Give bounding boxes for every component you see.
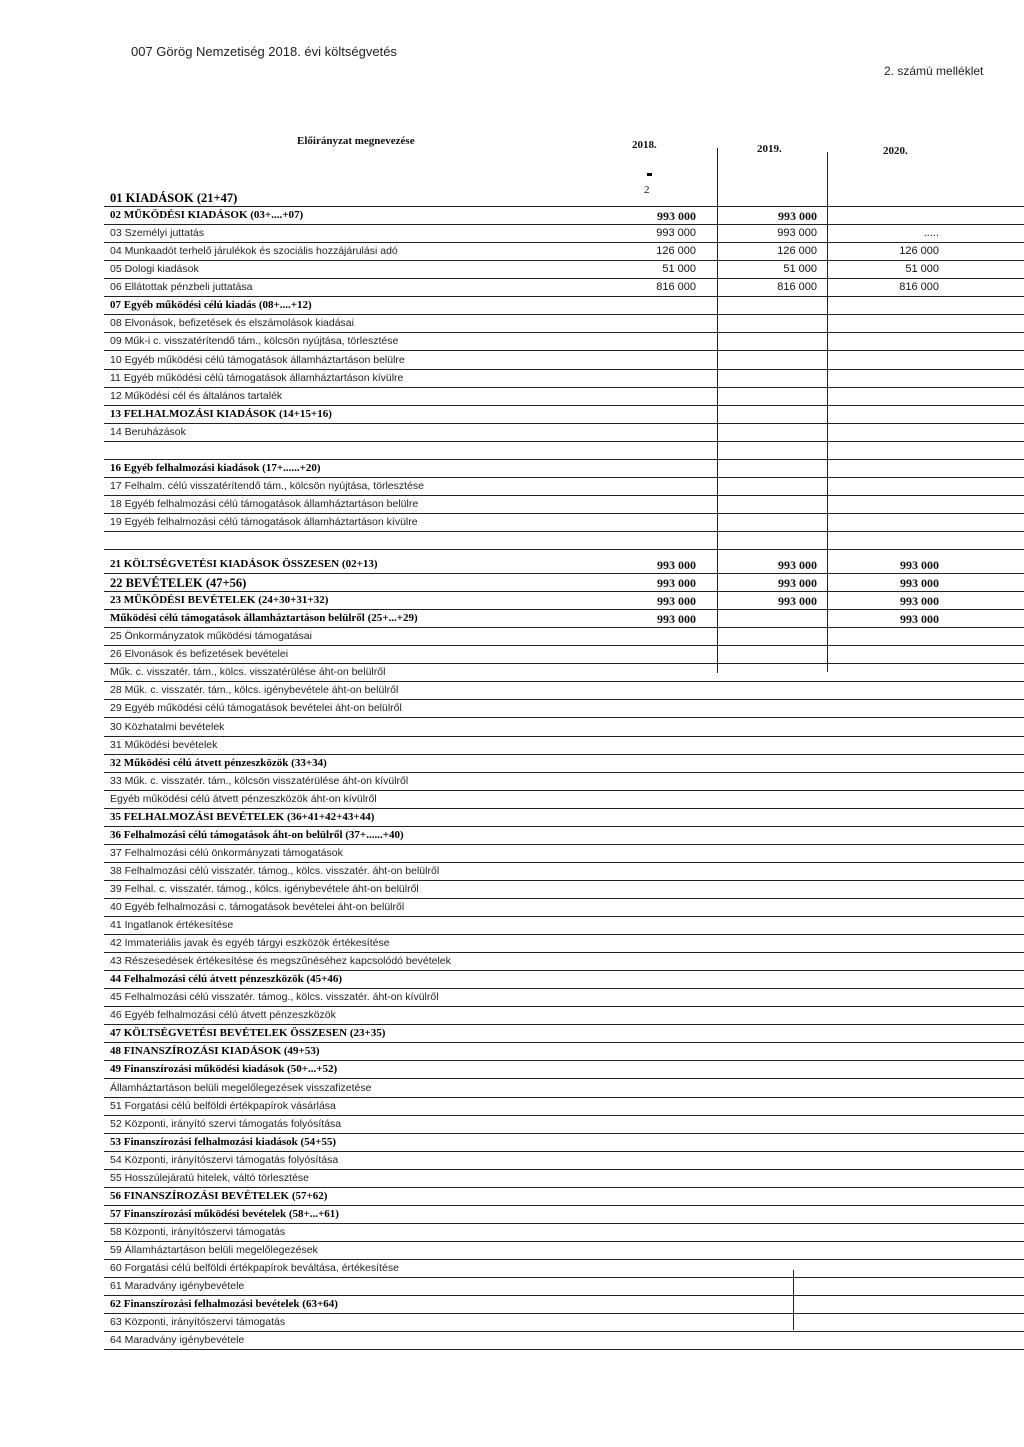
row-value-2020: 993 000	[900, 612, 939, 627]
row-label: 16 Egyéb felhalmozási kiadások (17+......+20)	[110, 461, 321, 474]
row-label: 17 Felhalm. célú visszatérítendő tám., kölcsön nyújtása, törlesztése	[110, 479, 424, 492]
table-row	[104, 425, 1024, 442]
table-row	[104, 665, 1024, 682]
row-value-2020: 126 000	[899, 245, 939, 258]
document-title: 007 Görög Nemzetiség 2018. évi költségvetés	[131, 44, 397, 59]
attachment-label: 2. számú melléklet	[884, 64, 984, 78]
table-row	[104, 1099, 1024, 1116]
table-row	[104, 918, 1024, 935]
row-value-2019: 126 000	[777, 245, 817, 258]
table-row	[104, 244, 1024, 261]
row-label: 02 MŰKÖDÉSI KIADÁSOK (03+....+07)	[110, 209, 304, 222]
table-row	[104, 1171, 1024, 1188]
table-row	[104, 629, 1024, 646]
row-value-2019: 51 000	[783, 263, 817, 276]
table-row	[104, 774, 1024, 791]
table-row	[104, 316, 1024, 333]
table-row	[104, 990, 1024, 1007]
row-label: 28 Műk. c. visszatér. tám., kölcs. igénybevétele áht-on belülről	[110, 684, 399, 697]
row-label: 44 Felhalmozási célú átvett pénzeszközök (45+46)	[110, 973, 343, 986]
table-row	[104, 226, 1024, 243]
table-row	[104, 533, 1024, 550]
row-label: 56 FINANSZÍROZÁSI BEVÉTELEK (57+62)	[110, 1189, 328, 1202]
row-label: 22 BEVÉTELEK (47+56)	[110, 576, 247, 590]
row-label: 30 Közhatalmi bevételek	[110, 720, 225, 733]
table-row	[104, 389, 1024, 406]
table-row	[104, 190, 1024, 207]
row-label: 52 Központi, irányító szervi támogatás folyósítása	[110, 1117, 342, 1130]
row-value-2018: 126 000	[656, 245, 696, 258]
table-row	[104, 1062, 1024, 1079]
row-label: 10 Egyéb működési célú támogatások államháztartáson belülre	[110, 353, 405, 366]
row-label: 38 Felhalmozási célú visszatér. támog., kölcs. visszatér. áht-on belülről	[110, 864, 440, 877]
row-label: 33 Műk. c. visszatér. tám., kölcsön visszatérülése áht-on kívülről	[110, 774, 409, 787]
row-label: 32 Működési célú átvett pénzeszközök (33+34)	[110, 756, 327, 769]
row-label: 08 Elvonások, befizetések és elszámolások kiadásai	[110, 317, 354, 330]
row-value-2020: .....	[923, 227, 939, 240]
row-value-2020: 993 000	[900, 558, 939, 572]
column-index-number: 2	[644, 184, 650, 196]
table-row	[104, 846, 1024, 863]
row-label: 21 KÖLTSÉGVETÉSI KIADÁSOK ÖSSZESEN (02+13)	[110, 558, 378, 570]
row-label: 12 Működési cél és általános tartalék	[110, 389, 283, 402]
row-rule	[104, 533, 1024, 550]
table-row	[104, 792, 1024, 809]
table-row	[104, 954, 1024, 971]
row-label: 01 KIADÁSOK (21+47)	[110, 191, 238, 205]
table-row	[104, 407, 1024, 424]
row-label: 41 Ingatlanok értékesítése	[110, 919, 234, 931]
row-value-2018: 993 000	[657, 558, 696, 572]
row-label: 13 FELHALMOZÁSI KIADÁSOK (14+15+16)	[110, 407, 332, 420]
row-value-2018: 993 000	[657, 594, 696, 609]
row-rule	[104, 918, 1024, 935]
table-row	[104, 280, 1024, 297]
table-row	[104, 1081, 1024, 1098]
table-row	[104, 298, 1024, 315]
row-label: 53 Finanszírozási felhalmozási kiadások (54+55)	[110, 1135, 337, 1148]
table-row	[104, 557, 1024, 574]
table-row	[104, 683, 1024, 700]
table-row	[104, 810, 1024, 827]
row-value-2018: 993 000	[656, 227, 696, 240]
row-value-2020: 993 000	[900, 576, 939, 590]
table-row	[104, 1044, 1024, 1061]
row-label: 37 Felhalmozási célú önkormányzati támogatások	[110, 846, 343, 859]
row-value-2019: 993 000	[778, 576, 817, 590]
row-rule	[104, 190, 1024, 207]
table-row	[104, 334, 1024, 351]
table-row	[104, 828, 1024, 845]
row-label: 25 Önkormányzatok működési támogatásai	[110, 630, 312, 643]
row-label: 09 Műk-i c. visszatérítendő tám., kölcsön nyújtása, törlesztése	[110, 335, 399, 348]
row-label: 47 KÖLTSÉGVETÉSI BEVÉTELEK ÖSSZESEN (23+35)	[110, 1027, 386, 1040]
row-label: Műk. c. visszatér. tám., kölcs. visszatérülése áht-on belülről	[110, 666, 386, 679]
row-rule	[104, 425, 1024, 442]
row-label: 59 Államháztartáson belüli megelőlegezések	[110, 1243, 318, 1256]
row-label: 51 Forgatási célú belföldi értékpapírok vásárlása	[110, 1099, 336, 1112]
row-label: 05 Dologi kiadások	[110, 263, 199, 276]
row-label: 18 Egyéb felhalmozási célú támogatások államháztartáson belülre	[110, 497, 419, 510]
row-label: 62 Finanszírozási felhalmozási bevételek (63+64)	[110, 1298, 338, 1310]
table-row	[104, 611, 1024, 628]
row-value-2019: 993 000	[777, 227, 817, 240]
row-label: 60 Forgatási célú belföldi értékpapírok beváltása, értékesítése	[110, 1262, 399, 1274]
row-label: 03 Személyi juttatás	[110, 227, 204, 240]
table-row	[104, 900, 1024, 917]
row-label: 36 Felhalmozási célú támogatások áht-on belülről (37+......+40)	[110, 828, 404, 841]
row-label: 58 Központi, irányítószervi támogatás	[110, 1225, 286, 1238]
row-label: 49 Finanszírozási működési kiadások (50+...+52)	[110, 1063, 338, 1076]
row-value-2020: 993 000	[900, 594, 939, 609]
row-value-2018: 993 000	[657, 209, 696, 224]
row-value-2020: 816 000	[899, 281, 939, 294]
row-value-2018: 51 000	[662, 263, 696, 276]
row-label: 55 Hosszúlejáratú hitelek, váltó törlesztése	[110, 1171, 310, 1184]
table-row	[104, 1153, 1024, 1170]
table-row	[104, 1279, 1024, 1296]
row-label: 48 FINANSZÍROZÁSI KIADÁSOK (49+53)	[110, 1045, 320, 1058]
table-row	[104, 443, 1024, 460]
table-row	[104, 497, 1024, 514]
row-label: Államháztartáson belüli megelőlegezések visszafizetése	[110, 1081, 372, 1094]
row-label: 29 Egyéb működési célú támogatások bevételei áht-on belülről	[110, 702, 402, 715]
row-label: 39 Felhal. c. visszatér. támog., kölcs. igénybevétele áht-on belülről	[110, 882, 419, 895]
row-value-2019: 816 000	[777, 281, 817, 294]
column-header-name: Előirányzat megnevezése	[297, 135, 415, 147]
table-row	[104, 720, 1024, 737]
table-row	[104, 1207, 1024, 1224]
table-row	[104, 882, 1024, 899]
row-label: 11 Egyéb működési célú támogatások államháztartáson kívülre	[110, 371, 404, 384]
table-row	[104, 738, 1024, 755]
table-row	[104, 701, 1024, 718]
column-header-2020: 2020.	[883, 145, 908, 157]
row-label: Működési célú támogatások államháztartáson belülről (25+...+29)	[110, 612, 418, 625]
table-row	[104, 1333, 1024, 1350]
row-rule	[104, 443, 1024, 460]
row-value-2020: 51 000	[905, 263, 939, 276]
row-rule	[104, 738, 1024, 755]
table-row	[104, 515, 1024, 532]
table-row	[104, 647, 1024, 664]
row-label: 54 Központi, irányítószervi támogatás folyósítása	[110, 1153, 339, 1166]
table-row	[104, 593, 1024, 610]
table-row	[104, 1297, 1024, 1314]
row-label: 14 Beruházások	[110, 425, 186, 438]
row-rule	[104, 720, 1024, 737]
table-row	[104, 1117, 1024, 1134]
row-label: 64 Maradvány igénybevétele	[110, 1334, 245, 1347]
table-row	[104, 972, 1024, 989]
row-label: 46 Egyéb felhalmozási célú átvett pénzeszközök	[110, 1009, 336, 1022]
table-row	[104, 479, 1024, 496]
row-label: 40 Egyéb felhalmozási c. támogatások bevételei áht-on belülről	[110, 901, 405, 913]
table-row	[104, 1243, 1024, 1260]
row-label: 63 Központi, irányítószervi támogatás	[110, 1316, 286, 1329]
row-value-2018: 993 000	[657, 576, 696, 590]
table-row	[104, 1315, 1024, 1332]
table-row	[104, 353, 1024, 370]
row-label: 19 Egyéb felhalmozási célú támogatások államháztartáson kívülre	[110, 515, 418, 528]
row-label: 43 Részesedések értékesítése és megszűnéséhez kapcsolódó bevételek	[110, 955, 451, 968]
row-label: 06 Ellátottak pénzbeli juttatása	[110, 281, 253, 294]
row-label: 45 Felhalmozási célú visszatér. támog., kölcs. visszatér. áht-on kívülről	[110, 991, 439, 1004]
table-row	[104, 262, 1024, 279]
table-row	[104, 1261, 1024, 1278]
table-row	[104, 1008, 1024, 1025]
row-label: 26 Elvonások és befizetések bevételei	[110, 648, 289, 661]
table-row	[104, 575, 1024, 592]
column-header-2019: 2019.	[757, 143, 782, 155]
table-row	[104, 1135, 1024, 1152]
row-label: 61 Maradvány igénybevétele	[110, 1280, 245, 1292]
table-row	[104, 864, 1024, 881]
table-row	[104, 371, 1024, 388]
table-row	[104, 461, 1024, 478]
row-value-2019: 993 000	[778, 594, 817, 609]
row-value-2018: 993 000	[657, 612, 696, 627]
table-row	[104, 208, 1024, 225]
row-value-2018: 816 000	[656, 281, 696, 294]
row-label: 23 MŰKÖDÉSI BEVÉTELEK (24+30+31+32)	[110, 594, 329, 607]
row-label: 35 FELHALMOZÁSI BEVÉTELEK (36+41+42+43+44)	[110, 810, 375, 823]
row-label: Egyéb működési célú átvett pénzeszközök áht-on kívülről	[110, 792, 377, 805]
table-row	[104, 1026, 1024, 1043]
table-row	[104, 1225, 1024, 1242]
row-label: 07 Egyéb működési célú kiadás (08+....+12)	[110, 299, 312, 312]
column-header-2018: 2018.	[632, 139, 657, 151]
row-value-2019: 993 000	[778, 209, 817, 224]
table-row	[104, 936, 1024, 953]
row-label: 04 Munkaadót terhelő járulékok és szociális hozzájárulási adó	[110, 245, 398, 258]
row-label: 31 Működési bevételek	[110, 738, 218, 751]
table-row	[104, 1189, 1024, 1206]
row-label: 57 Finanszírozási működési bevételek (58+...+61)	[110, 1207, 339, 1220]
table-row	[104, 756, 1024, 773]
row-value-2019: 993 000	[778, 558, 817, 572]
tick-mark	[647, 173, 652, 176]
row-label: 42 Immateriális javak és egyéb tárgyi eszközök értékesítése	[110, 937, 390, 950]
